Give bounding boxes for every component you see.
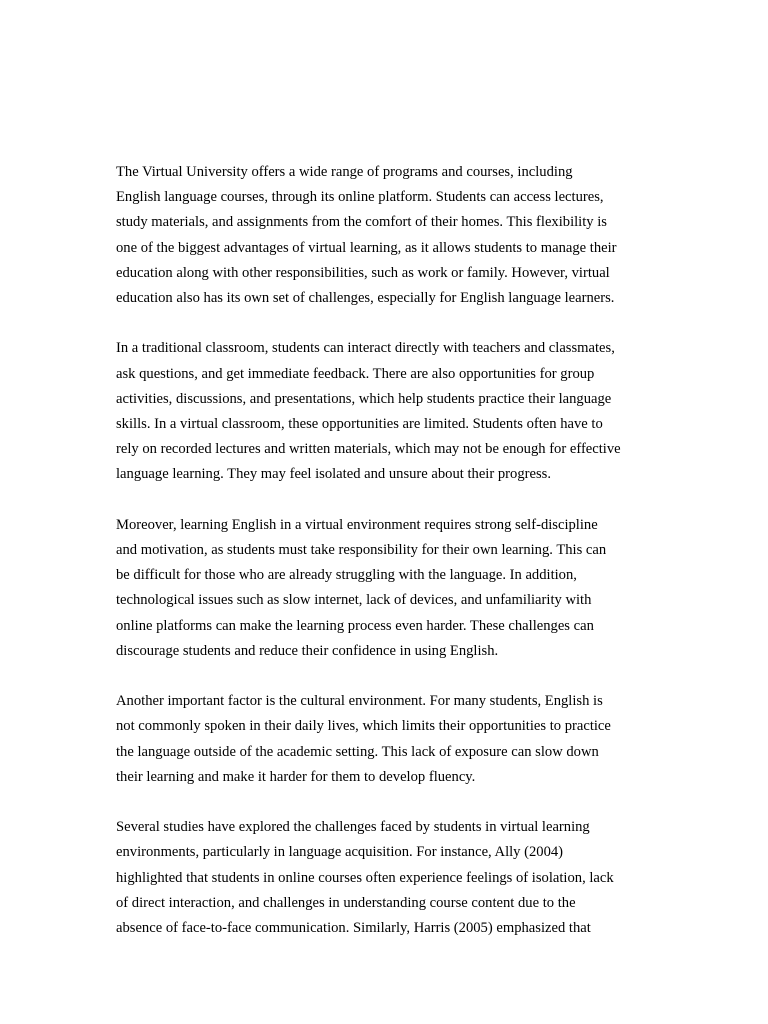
text-line: environments, particularly in language acquisition. For instance, Ally (2004) [116,844,564,861]
document-body [116,160,656,966]
text-line: education along with other responsibilities, such as work or family. However, virtual [116,264,610,281]
text-line: The Virtual University offers a wide range of programs and courses, including [116,164,573,180]
paragraph-1 [116,160,656,311]
text-line: language learning. They may feel isolated and unsure about their progress. [116,466,551,483]
text-line: be difficult for those who are already struggling with the language. In addition, [116,567,577,584]
text-line: not commonly spoken in their daily lives, which limits their opportunities to practice [116,718,611,735]
text-line: their learning and make it harder for them to develop fluency. [116,768,476,785]
text-line: online platforms can make the learning process even harder. These challenges can [116,617,594,634]
text-line: Another important factor is the cultural environment. For many students, English is [116,693,603,710]
text-line: absence of face-to-face communication. Similarly, Harris (2005) emphasized that [116,920,591,937]
text-line: English language courses, through its online platform. Students can access lectures, [116,189,604,206]
text-line: ask questions, and get immediate feedback. There are also opportunities for group [116,365,595,382]
text-line: skills. In a virtual classroom, these opportunities are limited. Students often have to [116,416,603,433]
text-line: one of the biggest advantages of virtual learning, as it allows students to manage their [116,239,617,256]
paragraph-3 [116,513,656,664]
text-line: study materials, and assignments from the comfort of their homes. This flexibility is [116,214,607,231]
text-line: highlighted that students in online courses often experience feelings of isolation, lack [116,869,614,886]
text-line: Several studies have explored the challenges faced by students in virtual learning [116,819,590,836]
text-line: In a traditional classroom, students can interact directly with teachers and classmates, [116,340,615,357]
paragraph-5 [116,815,656,941]
text-line: rely on recorded lectures and written materials, which may not be enough for effective [116,441,621,458]
text-line: Moreover, learning English in a virtual environment requires strong self-discipline [116,516,598,533]
paragraph-4 [116,689,656,790]
text-line: discourage students and reduce their confidence in using English. [116,642,499,659]
text-line: education also has its own set of challenges, especially for English language learners. [116,290,615,307]
paragraph-2 [116,336,656,487]
text-line: activities, discussions, and presentations, which help students practice their language [116,390,612,407]
text-line: the language outside of the academic setting. This lack of exposure can slow down [116,743,599,760]
text-line: and motivation, as students must take responsibility for their own learning. This can [116,542,607,559]
text-line: technological issues such as slow internet, lack of devices, and unfamiliarity with [116,592,592,609]
text-line: of direct interaction, and challenges in understanding course content due to the [116,894,576,911]
